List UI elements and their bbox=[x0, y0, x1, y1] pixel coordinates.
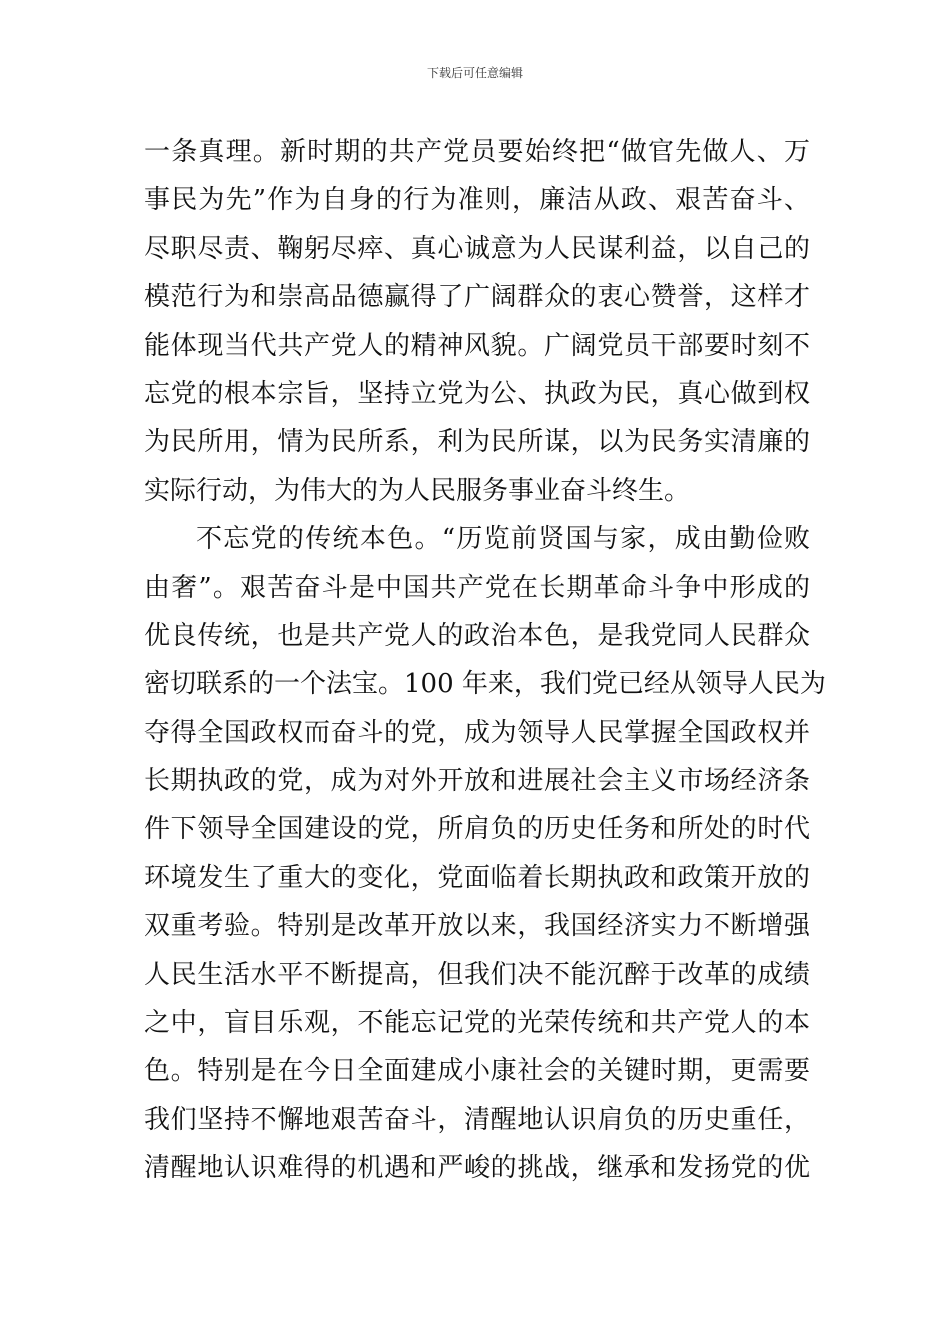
text-line: 我们坚持不懈地艰苦奋斗，清醒地认识肩负的历史重任， bbox=[144, 1104, 810, 1135]
text-line: 双重考验。特别是改革开放以来，我国经济实力不断增强 bbox=[144, 911, 810, 942]
text-line: 密切联系的一个法宝。100 年来，我们党已经从领导人民为 bbox=[144, 669, 826, 700]
text-line: 长期执政的党，成为对外开放和进展社会主义市场经济条 bbox=[144, 766, 810, 797]
text-line: 能体现当代共产党人的精神风貌。广阔党员干部要时刻不 bbox=[144, 330, 810, 361]
text-line: 事民为先”作为自身的行为准则，廉洁从政、艰苦奋斗、 bbox=[144, 185, 810, 216]
paragraph-first-line: 不忘党的传统本色。“历览前贤国与家，成由勤俭败 bbox=[196, 524, 810, 555]
text-line: 尽职尽责、鞠躬尽瘁、真心诚意为人民谋利益，以自己的 bbox=[144, 233, 810, 264]
text-line: 优良传统，也是共产党人的政治本色，是我党同人民群众 bbox=[144, 620, 810, 651]
text-line: 一条真理。新时期的共产党员要始终把“做官先做人、万 bbox=[144, 137, 810, 167]
text-line: 由奢”。艰苦奋斗是中国共产党在长期革命斗争中形成的 bbox=[144, 572, 810, 603]
text-line: 模范行为和崇高品德赢得了广阔群众的衷心赞誉，这样才 bbox=[144, 282, 810, 313]
text-line: 实际行动，为伟大的为人民服务事业奋斗终生。 bbox=[144, 475, 691, 506]
text-line: 人民生活水平不断提高，但我们决不能沉醉于改革的成绩 bbox=[144, 959, 810, 990]
text-line: 色。特别是在今日全面建成小康社会的关键时期，更需要 bbox=[144, 1056, 810, 1087]
text-line: 件下领导全国建设的党，所肩负的历史任务和所处的时代 bbox=[144, 814, 810, 845]
header-note: 下载后可任意编辑 bbox=[426, 66, 523, 80]
text-line: 夺得全国政权而奋斗的党，成为领导人民掌握全国政权并 bbox=[144, 717, 810, 748]
text-line: 忘党的根本宗旨，坚持立党为公、执政为民，真心做到权 bbox=[144, 378, 810, 409]
text-line: 为民所用，情为民所系，利为民所谋，以为民务实清廉的 bbox=[144, 427, 810, 458]
text-line: 环境发生了重大的变化，党面临着长期执政和政策开放的 bbox=[144, 862, 810, 893]
text-line: 清醒地认识难得的机遇和严峻的挑战，继承和发扬党的优 bbox=[144, 1153, 810, 1184]
text-line: 之中，盲目乐观，不能忘记党的光荣传统和共产党人的本 bbox=[144, 1008, 810, 1039]
body-text bbox=[144, 128, 826, 1193]
